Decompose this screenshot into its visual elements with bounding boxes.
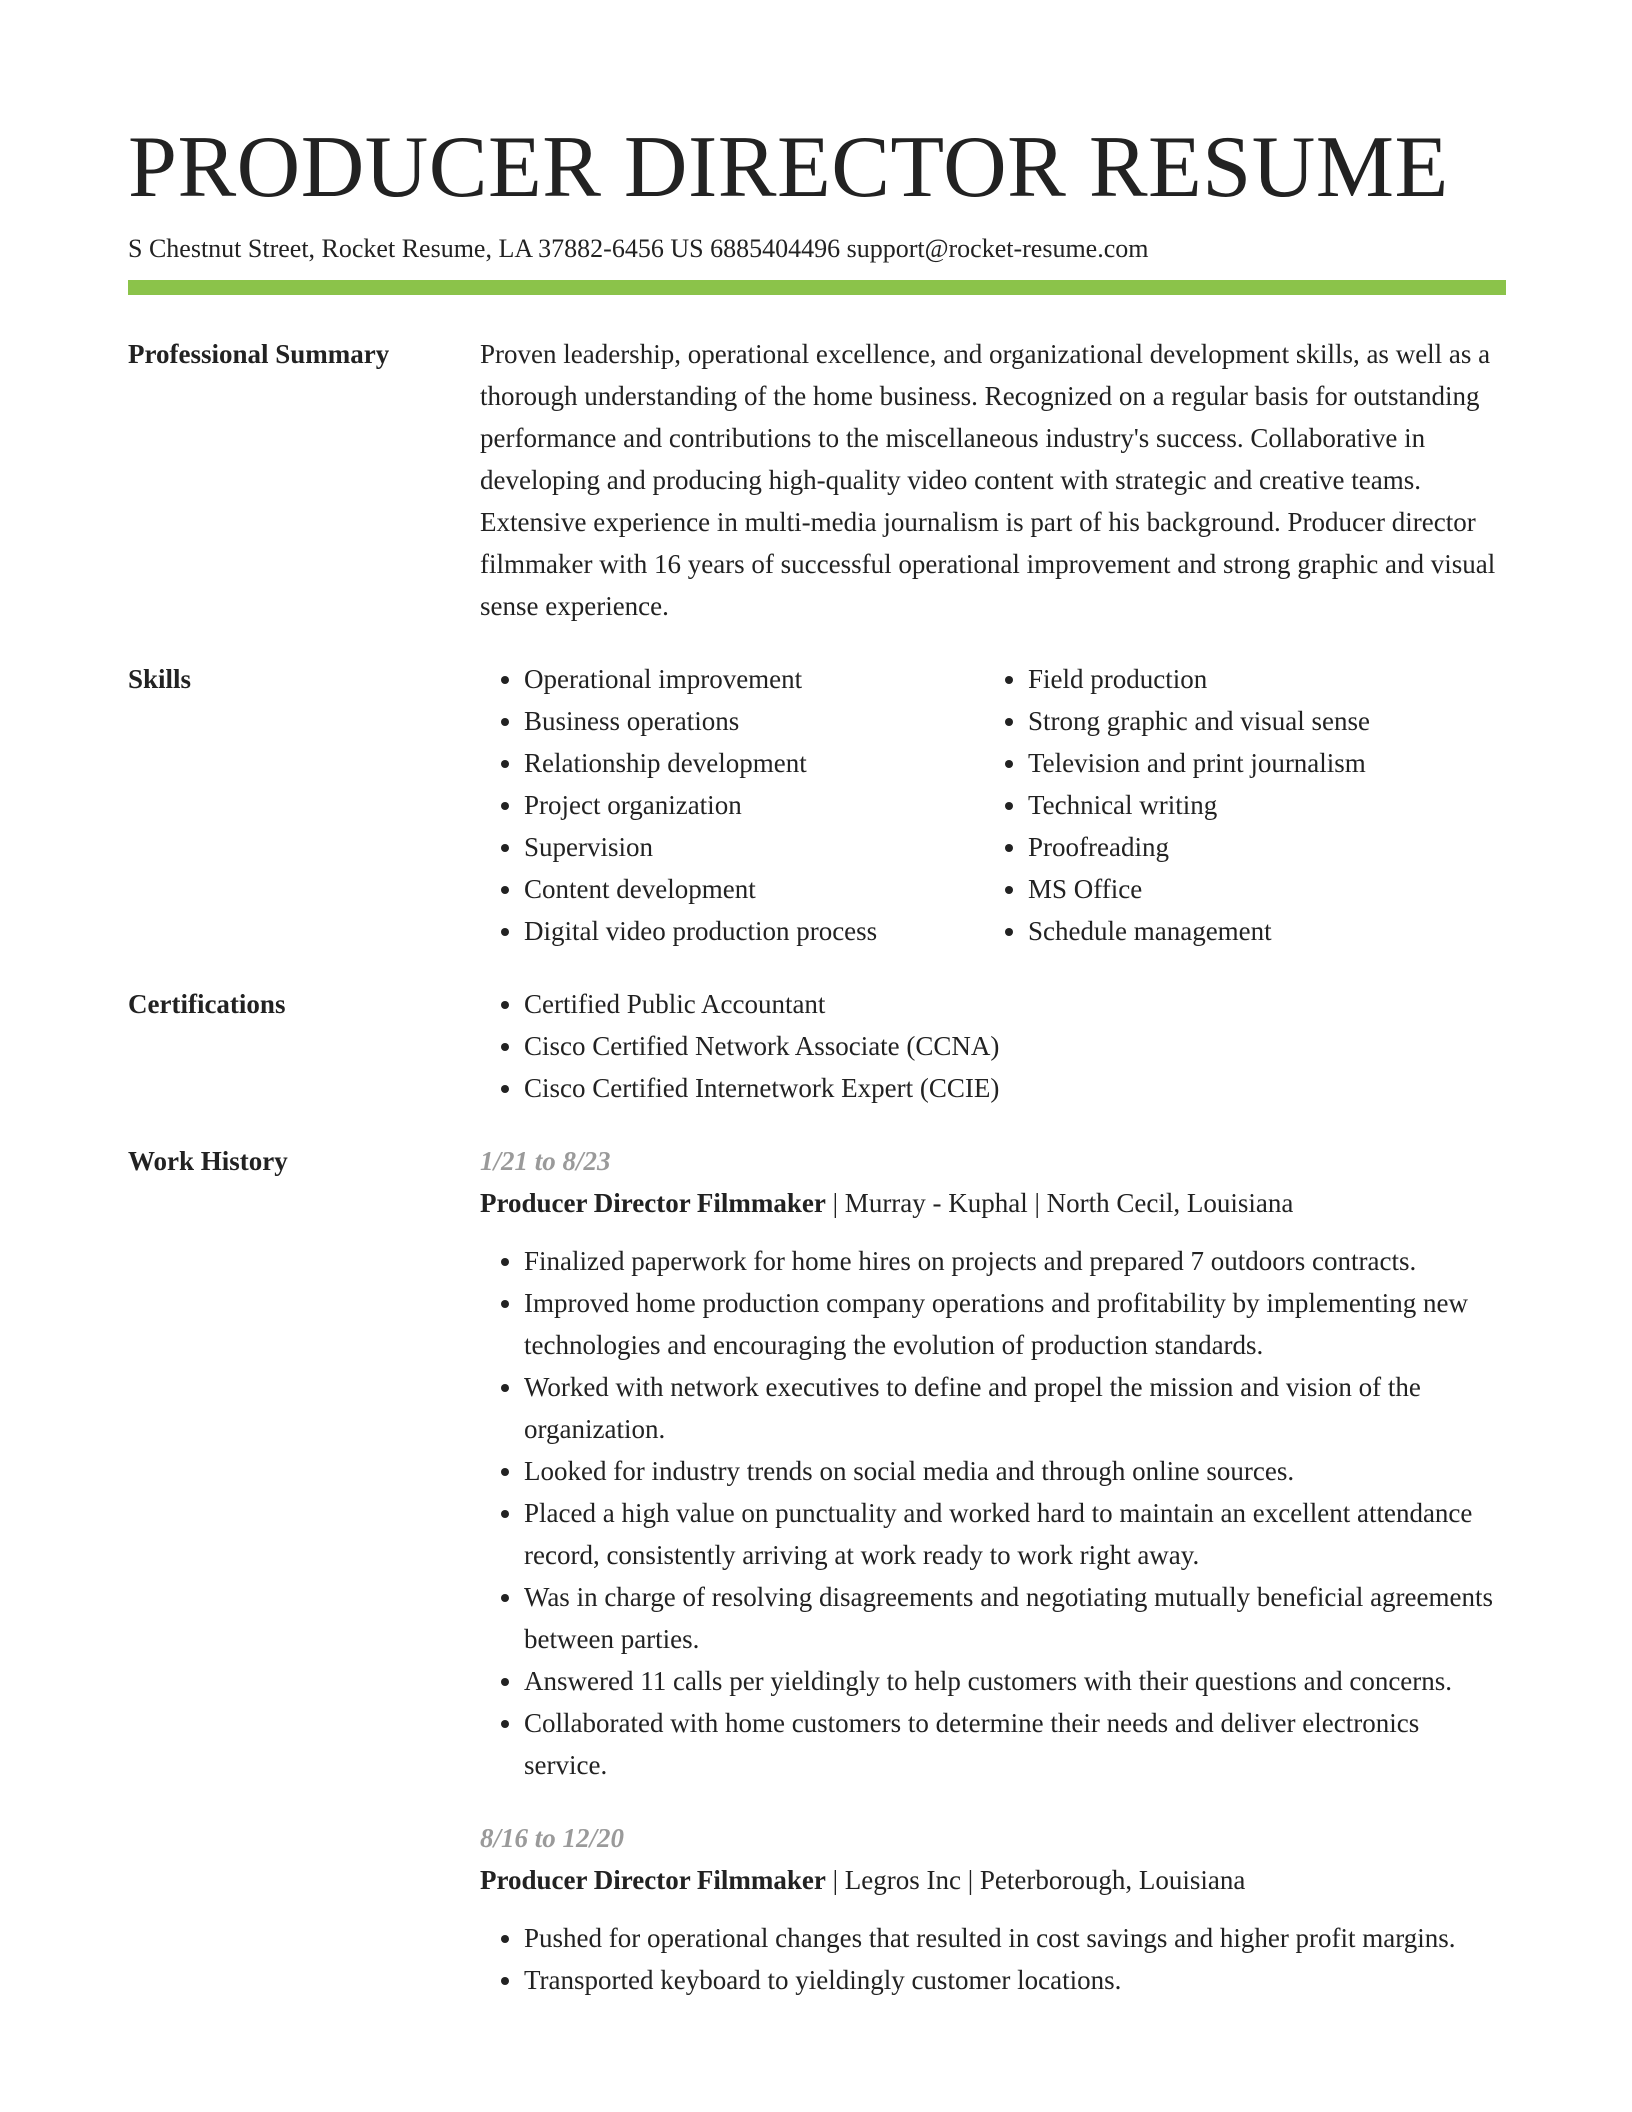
skills-list-right	[984, 658, 1488, 952]
section-label-certifications: Certifications	[128, 989, 286, 1019]
skill-item: • Supervision	[524, 826, 984, 868]
job-bullet: • Transported keyboard to yieldingly customer locations.	[524, 1959, 1506, 2001]
job-title: Producer Director Filmmaker	[480, 1188, 826, 1218]
summary-text: Proven leadership, operational excellence, and organizational development skills, as well as a thorough understanding of the home business. Recognized on a regular basis for outstanding performance and contributions to the miscellaneous industry's success. Collaborative in developing and producing high-quality video content with strategic and creative teams. Extensive experience in multi-media journalism is part of his background. Producer director filmmaker with 16 years of successful operational improvement and strong graphic and visual sense experience.	[480, 339, 1496, 621]
section-label-skills: Skills	[128, 664, 192, 694]
certification-item: • Cisco Certified Network Associate (CCNA)	[524, 1025, 1506, 1067]
skills-column-right	[984, 658, 1488, 952]
certifications-body	[480, 983, 1506, 1109]
skill-item: • Strong graphic and visual sense	[1028, 700, 1488, 742]
job-dates: 8/16 to 12/20	[480, 1823, 625, 1853]
skill-item: • Technical writing	[1028, 784, 1488, 826]
job-bullet: • Answered 11 calls per yieldingly to help customers with their questions and concerns.	[524, 1660, 1506, 1702]
work-history-section	[128, 1140, 1506, 2001]
skills-columns	[480, 658, 1506, 952]
job-dates: 1/21 to 8/23	[480, 1146, 611, 1176]
job-bullet: • Improved home production company operations and profitability by implementing new technologies and encouraging the evolution of production standards.	[524, 1282, 1506, 1366]
section-label-summary: Professional Summary	[128, 339, 390, 369]
job-entry	[480, 1140, 1506, 1786]
skill-item: • Business operations	[524, 700, 984, 742]
contact-line: S Chestnut Street, Rocket Resume, LA 37882-6456 US 6885404496 support@rocket-resume.com	[128, 234, 1149, 263]
skill-item: • Operational improvement	[524, 658, 984, 700]
skill-item: • Digital video production process	[524, 910, 984, 952]
certification-item: • Certified Public Accountant	[524, 983, 1506, 1025]
section-label-work-history: Work History	[128, 1146, 288, 1176]
skills-list-left	[480, 658, 984, 952]
work-history-body	[480, 1140, 1506, 2001]
certification-item: • Cisco Certified Internetwork Expert (CCIE)	[524, 1067, 1506, 1109]
skill-item: • Schedule management	[1028, 910, 1488, 952]
skills-section	[128, 658, 1506, 952]
job-bullets	[480, 1240, 1506, 1786]
job-bullets	[480, 1917, 1506, 2001]
job-bullet: • Pushed for operational changes that resulted in cost savings and higher profit margins.	[524, 1917, 1506, 1959]
job-heading	[480, 1182, 1506, 1224]
skill-item: • Field production	[1028, 658, 1488, 700]
summary-section	[128, 333, 1506, 627]
skill-item: • Television and print journalism	[1028, 742, 1488, 784]
job-heading	[480, 1859, 1506, 1901]
skill-item: • Relationship development	[524, 742, 984, 784]
skills-column-left	[480, 658, 984, 952]
job-bullet: • Placed a high value on punctuality and worked hard to maintain an excellent attendance record, consistently arriving at work ready to work right away.	[524, 1492, 1506, 1576]
job-bullet: • Worked with network executives to define and propel the mission and vision of the organization.	[524, 1366, 1506, 1450]
summary-body	[480, 333, 1506, 627]
job-bullet: • Collaborated with home customers to determine their needs and deliver electronics service.	[524, 1702, 1506, 1786]
job-bullet: • Looked for industry trends on social media and through online sources.	[524, 1450, 1506, 1492]
certifications-section	[128, 983, 1506, 1109]
job-details: | Legros Inc | Peterborough, Louisiana	[825, 1865, 1246, 1895]
header-divider	[128, 280, 1506, 295]
skill-item: • Project organization	[524, 784, 984, 826]
skill-item: • MS Office	[1028, 868, 1488, 910]
job-bullet: • Finalized paperwork for home hires on projects and prepared 7 outdoors contracts.	[524, 1240, 1506, 1282]
job-entry	[480, 1817, 1506, 2001]
job-details: | Murray - Kuphal | North Cecil, Louisiana	[825, 1188, 1294, 1218]
job-bullet: • Was in charge of resolving disagreements and negotiating mutually beneficial agreements between parties.	[524, 1576, 1506, 1660]
resume-title: PRODUCER DIRECTOR RESUME	[128, 119, 1449, 216]
skill-item: • Proofreading	[1028, 826, 1488, 868]
certifications-list	[480, 983, 1506, 1109]
job-title: Producer Director Filmmaker	[480, 1865, 826, 1895]
resume-page	[128, 118, 1506, 2001]
skill-item: • Content development	[524, 868, 984, 910]
